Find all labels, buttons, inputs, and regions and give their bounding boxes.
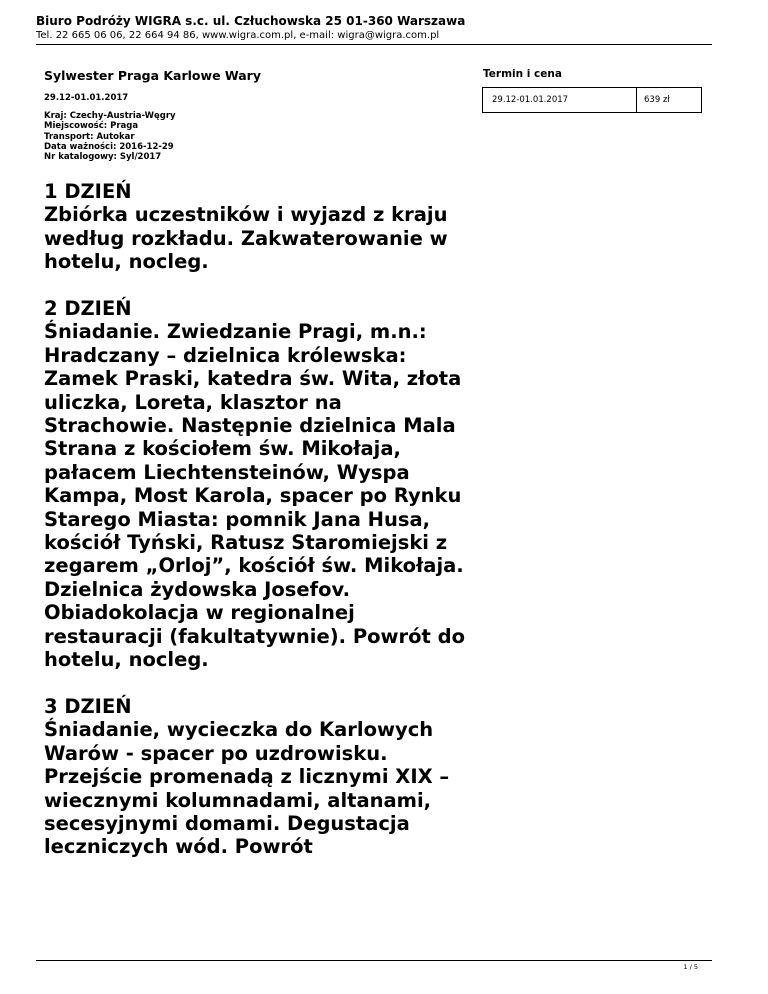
day-description: Śniadanie, wycieczka do Karlowych Warów - spacer po uzdrowisku. Przejście promenadą z licznymi XIX – wiecznymi kolumnadami, altanami, secesyjnymi domami. Degustacja leczniczych wód. Powrót (44, 718, 450, 859)
program-section (44, 180, 474, 882)
page-number: 1 / 5 (683, 963, 698, 971)
day-heading: 3 DZIEŃ (44, 694, 132, 718)
day-heading: 1 DZIEŃ (44, 180, 132, 203)
day-description: Zbiórka uczestników i wyjazd z kraju według rozkładu. Zakwaterowanie w hotelu, nocleg. (44, 203, 448, 274)
price-table (482, 87, 702, 113)
company-contact: Tel. 22 665 06 06, 22 664 94 86, www.wigra.com.pl, e-mail: wigra@wigra.com.pl (36, 30, 440, 41)
footer-divider (36, 960, 712, 961)
price-heading: Termin i cena (483, 68, 562, 80)
header-divider (36, 44, 712, 45)
offer-details (44, 111, 176, 162)
table-row (483, 88, 702, 113)
day-description: Śniadanie. Zwiedzanie Pragi, m.n.: Hradczany – dzielnica królewska: Zamek Praski, katedra św. Wita, złota uliczka, Loreta, klasztor na Strachowie. Następnie dzielnica Mala Strana z kościołem św. Mikołaja, pałacem Liechtensteinów, Wyspa Kampa, Most Karola, spacer po Rynku Starego Miasta: pomnik Jana Husa, kościół Tyński, Ratusz Staromiejski z zegarem „Orloj”, kościół św. Mikołaja. Dzielnica żydowska Josefov. Obiadokolacja w regionalnej restauracji (fakultatywnie). Powrót do hotelu, nocleg. (44, 320, 466, 672)
detail-expiry: Data ważności: 2016-12-29 (44, 141, 174, 152)
day-1 (44, 180, 474, 274)
day-heading: 2 DZIEŃ (44, 297, 132, 321)
term-cell: 29.12-01.01.2017 (483, 88, 637, 113)
day-2 (44, 297, 474, 672)
detail-transport: Transport: Autokar (44, 131, 135, 142)
day-3 (44, 695, 474, 859)
document-header (36, 14, 712, 43)
price-cell: 639 zł (637, 88, 702, 113)
detail-city: Miejscowość: Praga (44, 121, 139, 132)
offer-title: Sylwester Praga Karlowe Wary (44, 68, 261, 83)
offer-date: 29.12-01.01.2017 (44, 93, 129, 103)
company-name: Biuro Podróży WIGRA s.c. ul. Człuchowska 25 01-360 Warszawa (36, 14, 466, 28)
detail-country: Kraj: Czechy-Austria-Węgry (44, 111, 176, 121)
detail-catalog-number: Nr katalogowy: Syl/2017 (44, 152, 162, 163)
